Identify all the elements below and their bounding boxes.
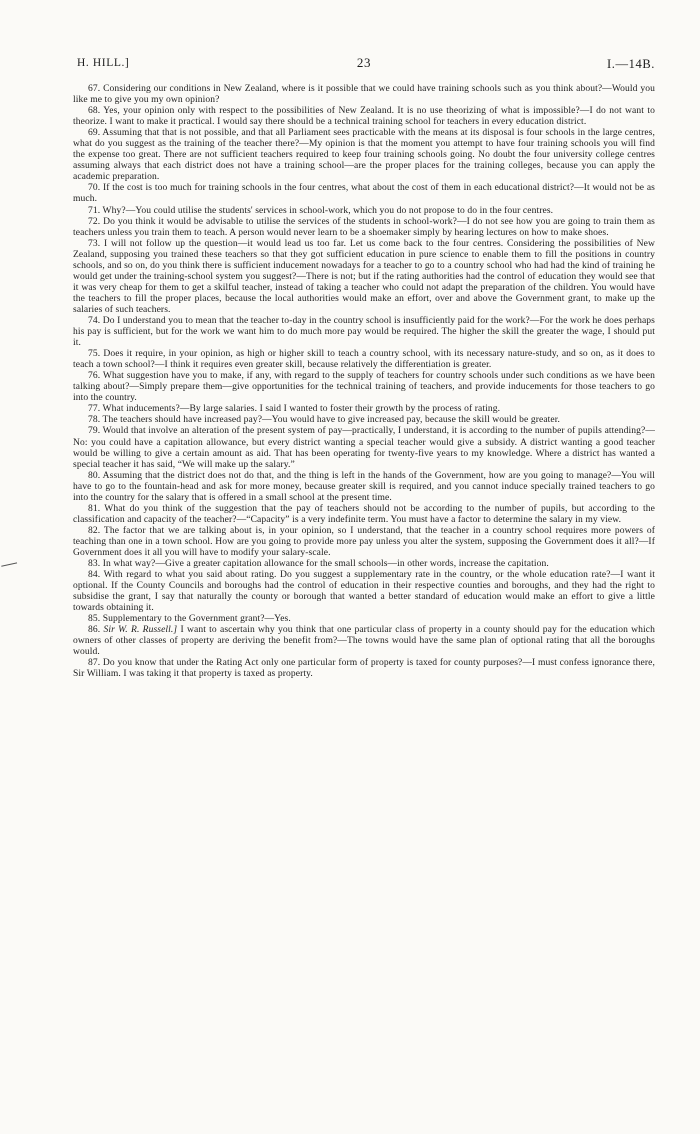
paragraph-76: 76. What suggestion have you to make, if any, with regard to the supply of teachers for country schools under such conditions as we have been talking about?—Simply prepare them—give opportunities for the technical training of teachers, and provide inducements for those teachers to go into the country. (73, 370, 655, 404)
paragraph-86-text: I want to ascertain why you think that one particular class of property in a county should pay for the education which owners of other classes of property are deriving the benefit from?—The towns would have the same plan of optional rating that all the boroughs would. (73, 624, 655, 658)
speaker-name: Sir W. R. Russell.] (103, 624, 178, 636)
paragraph-86 (73, 624, 655, 657)
evidence-text (73, 83, 655, 680)
paragraph-87: 87. Do you know that under the Rating Act only one particular form of property is taxed for county purposes?—I must confess ignorance there, Sir William. I was taking it that property is taxed as property. (73, 657, 655, 680)
paragraph-85: 85. Supplementary to the Government grant?—Yes. (88, 613, 291, 625)
paragraph-69: 69. Assuming that that is not possible, and that all Parliament sees practicable with the means at its disposal is four schools in the large centres, what do you suggest as the training of the teacher there?—My opinion is that the moment you attempt to have four training schools you will find the expense too great. There are not sufficient teachers required to keep four training schools going. No doubt the four university college centres assuming always that each district does not have a training school—are the proper places for the training colleges, because you can apply the academic preparation. (73, 127, 655, 183)
paragraph-82: 82. The factor that we are talking about is, in your opinion, so I understand, that the teacher in a country school requires more powers of teaching than one in a town school. How are you going to provide more pay unless you alter the system, supposing the Government does it all?—If Government does it all you will have to modify your salary-scale. (73, 524, 655, 558)
margin-pencil-mark (1, 562, 19, 574)
paper-reference: I.—14B. (607, 57, 655, 71)
paragraph-79: 79. Would that involve an alteration of the present system of pay—practically, I understand, it is according to the number of pupils attending?—No: you could have a capitation allowance, but every district wanting a special teacher would give a subsidy. A district wanting a good teacher would be willing to give a certain amount as aid. That has been operating for twenty-five years to my knowledge. Where a district has wanted a special teacher it has said, “We will make up the salary.” (73, 425, 655, 470)
page-number: 23 (356, 55, 372, 70)
paragraph-71: 71. Why?—You could utilise the students' services in school-work, which you do not propose to do in the four centres. (88, 204, 554, 216)
paragraph-74: 74. Do I understand you to mean that the teacher to-day in the country school is insufficiently paid for the work?—For the work he does perhaps his pay is sufficient, but for the work we want him to do much more pay would be required. The higher the skill the greater the wage, I should put it. (73, 314, 655, 349)
header-witness-name: H. HILL.] (77, 57, 130, 69)
paragraph-75: 75. Does it require, in your opinion, as high or higher skill to teach a country school, with its necessary nature-study, and so on, as it does to teach a town school?—I think it requires even greater skill, because relatively the differentiation is greater. (73, 348, 655, 371)
paragraph-80: 80. Assuming that the district does not do that, and the thing is left in the hands of the Government, how are you going to manage?—You will have to go to the fountain-head and ask for more money, because greater skill is required, and you cannot induce specially trained teachers to go into the country for the salary that is offered in a small school at the present time. (73, 469, 655, 503)
paragraph-68: 68. Yes, your opinion only with respect to the possibilities of New Zealand. It is no use theorizing of what is impossible?—I do not want to theorize. I want to make it practical. I would say there should be a technical training school for teachers in every education district. (73, 105, 655, 128)
paragraph-78: 78. The teachers should have increased pay?—You would have to give increased pay, because the skill would be greater. (88, 414, 561, 426)
question-number: 86. (88, 624, 101, 636)
paragraph-84: 84. With regard to what you said about rating. Do you suggest a supplementary rate in the country, or the whole education rate?—I want it optional. If the County Councils and boroughs had the control of education in their respective counties and boroughs, and they had the right to subsidise the grant, I say that naturally the county or borough that wanted a better standard of education would make an effort to give a little towards obtaining it. (73, 569, 655, 614)
paragraph-73: 73. I will not follow up the question—it would lead us too far. Let us come back to the four centres. Considering the possibilities of New Zealand, supposing you trained these teachers so that they got sufficient education in pure science to enable them to fill the positions in country schools, and so on, do you think there is sufficient inducement nowadays for a teacher to go to a country school who had had the kind of training he would get under the training-school system you suggest?—There is not; but if the rating authorities had the control of education they would see that it was very cheap for them to get a skilful teacher, instead of taking a teacher who could not adapt the preparation of the children. You would have the teachers to fill the proper places, because the local authorities would make an effort, over and above the Government grant, to make up the salaries of such teachers. (73, 237, 655, 315)
page-speck (92, 8, 98, 12)
paragraph-67: 67. Considering our conditions in New Zealand, where is it possible that we could have training schools such as you think about?—Would you like me to give you my own opinion? (73, 83, 655, 106)
paragraph-72: 72. Do you think it would be advisable to utilise the services of the students in school-work?—I do not see how you are going to train them as teachers unless you train them to teach. A person would never learn to be a shoemaker simply by hearing lectures on how to make shoes. (73, 215, 655, 238)
paragraph-81: 81. What do you think of the suggestion that the pay of teachers should not be according to the number of pupils, but according to the classification and capacity of the teacher?—“Capacity” is a very indefinite term. You must have a factor to determine the salary in my view. (73, 502, 655, 525)
paragraph-83: 83. In what way?—Give a greater capitation allowance for the small schools—in other words, increase the capitation. (88, 558, 549, 570)
paragraph-77: 77. What inducements?—By large salaries. I said I wanted to foster their growth by the process of rating. (88, 403, 501, 415)
page-header (73, 57, 655, 75)
paragraph-70: 70. If the cost is too much for training schools in the four centres, what about the cost of them in each educational district?—It would not be as much. (73, 182, 655, 205)
